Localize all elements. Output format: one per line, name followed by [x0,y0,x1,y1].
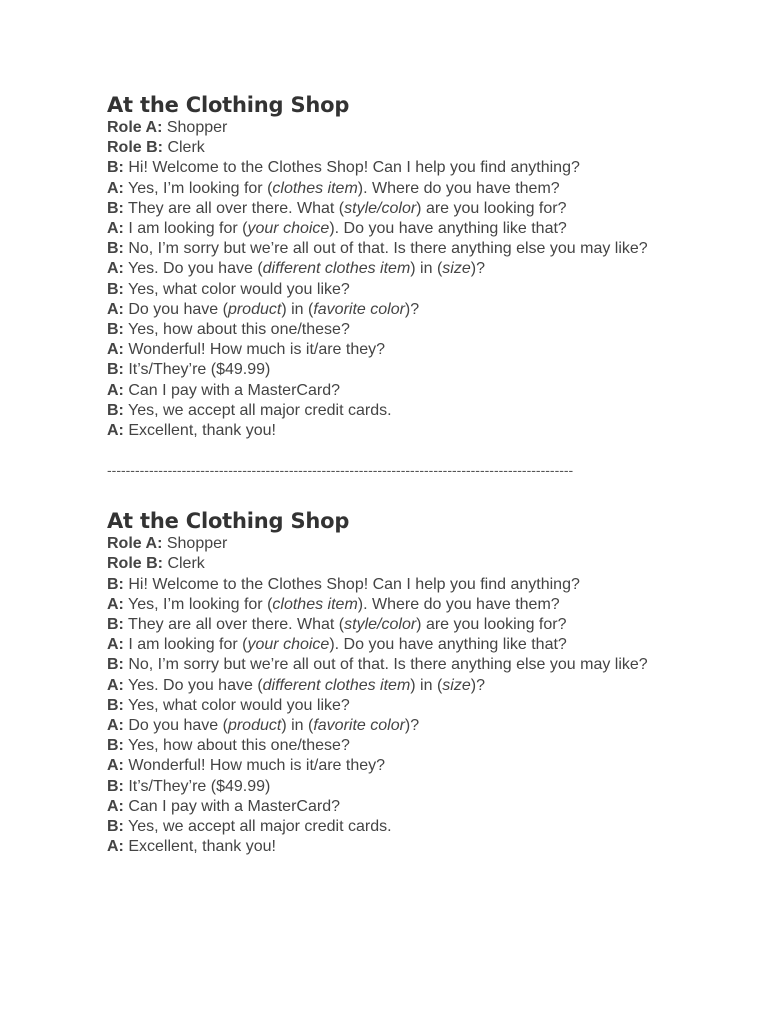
dialogue-line [107,837,652,857]
line-text: It’s/They’re ($49.99) [123,361,271,379]
line-text: Yes, how about this one/these? [123,321,350,339]
dialogue-line [107,158,652,178]
line-text: It’s/They’re ($49.99) [123,777,271,795]
section-title: At the Clothing Shop [107,509,350,534]
placeholder-term: product [227,717,282,735]
line-text: ). Where do you have them? [357,179,560,197]
dialogue-section-2 [107,508,707,857]
dialogue-lines [107,534,707,857]
speaker-label: A: [107,717,124,735]
line-text: Yes, how about this one/these? [123,737,350,755]
dialogue-section-1 [107,92,707,441]
dialogue-line [107,219,652,239]
speaker-label: B: [107,575,124,593]
line-text: )? [404,300,420,318]
line-text: ) in ( [410,676,443,694]
line-text: Shopper [162,535,228,553]
placeholder-term: different clothes item [262,260,411,278]
placeholder-term: favorite color [313,300,405,318]
dialogue-line [107,817,652,837]
speaker-label: B: [107,656,124,674]
line-text: Yes, I’m looking for ( [123,595,273,613]
dialogue-line [107,259,652,279]
dialogue-line [107,736,652,756]
line-text: No, I’m sorry but we’re all out of that. Is there anything else you may like? [123,240,648,258]
placeholder-term: style/color [344,199,417,217]
dialogue-line [107,280,652,300]
speaker-label: A: [107,595,124,613]
speaker-label: Role A: [107,119,163,136]
speaker-label: B: [107,321,124,339]
section-title: At the Clothing Shop [107,93,350,117]
dialogue-line [107,118,652,138]
line-text: Yes, we accept all major credit cards. [123,401,392,419]
document-page [107,92,707,858]
dialogue-line [107,655,652,675]
dialogue-line [107,797,652,817]
line-text: I am looking for ( [123,636,248,654]
speaker-label: A: [107,422,124,440]
speaker-label: B: [107,199,124,217]
speaker-label: A: [107,220,124,238]
line-text: ) in ( [281,300,314,318]
line-text: Do you have ( [123,717,228,735]
dialogue-line [107,199,652,219]
dialogue-line [107,381,652,401]
line-text: Wonderful! How much is it/are they? [123,757,386,775]
placeholder-term: product [227,300,282,318]
dashed-divider: ---------------------------------------------------------------------------------------------------- [107,462,574,479]
line-text: Wonderful! How much is it/are they? [123,341,386,359]
dialogue-lines [107,118,707,441]
dialogue-line [107,595,652,615]
speaker-label: A: [107,757,124,775]
line-text: ) in ( [410,260,443,278]
line-text: Excellent, thank you! [123,422,276,440]
dialogue-line [107,575,652,595]
dialogue-line [107,696,652,716]
line-text: Clerk [163,555,205,573]
speaker-label: Role B: [107,555,163,573]
speaker-label: B: [107,777,124,795]
speaker-label: B: [107,280,124,298]
line-text: Yes, what color would you like? [123,696,350,714]
line-text: Clerk [163,139,205,157]
speaker-label: Role B: [107,139,163,157]
line-text: ) in ( [281,717,314,735]
speaker-label: B: [107,159,124,177]
dialogue-line [107,777,652,797]
line-text: Yes, I’m looking for ( [123,179,273,197]
placeholder-term: favorite color [313,717,405,735]
line-text: )? [470,260,485,278]
speaker-label: A: [107,179,124,197]
speaker-label: A: [107,300,124,318]
line-text: I am looking for ( [123,220,248,238]
line-text: Yes. Do you have ( [123,676,263,694]
line-text: ) are you looking for? [416,199,567,217]
line-text: Can I pay with a MasterCard? [123,381,340,399]
dialogue-line [107,179,652,199]
dialogue-line [107,716,652,736]
speaker-label: A: [107,341,124,359]
speaker-label: B: [107,818,124,836]
line-text: Shopper [162,119,228,136]
line-text: Do you have ( [123,300,228,318]
dialogue-line [107,635,652,655]
dialogue-line [107,320,652,340]
speaker-label: A: [107,260,124,278]
line-text: Yes, we accept all major credit cards. [123,818,392,836]
line-text: They are all over there. What ( [123,199,345,217]
placeholder-term: size [442,676,471,694]
speaker-label: B: [107,696,124,714]
line-text: Can I pay with a MasterCard? [123,797,340,815]
dialogue-line [107,421,652,441]
dialogue-line [107,300,652,320]
line-text: ). Do you have anything like that? [329,636,567,654]
placeholder-term: clothes item [272,595,358,613]
dialogue-line [107,401,652,421]
dialogue-line [107,756,652,776]
speaker-label: B: [107,240,124,258]
placeholder-term: style/color [344,616,417,634]
speaker-label: A: [107,838,124,856]
speaker-label: B: [107,737,124,755]
speaker-label: A: [107,676,124,694]
line-text: Yes, what color would you like? [123,280,350,298]
dialogue-line [107,554,652,574]
dialogue-line [107,615,652,635]
line-text: No, I’m sorry but we’re all out of that. Is there anything else you may like? [123,656,648,674]
dialogue-line [107,340,652,360]
line-text: Hi! Welcome to the Clothes Shop! Can I help you find anything? [123,575,580,593]
speaker-label: B: [107,616,124,634]
speaker-label: Role A: [107,535,163,553]
line-text: ). Do you have anything like that? [329,220,567,238]
placeholder-term: size [442,260,471,278]
placeholder-term: clothes item [272,179,358,197]
speaker-label: A: [107,797,124,815]
line-text: Excellent, thank you! [123,838,276,856]
placeholder-term: your choice [247,220,330,238]
speaker-label: B: [107,361,124,379]
placeholder-term: different clothes item [262,676,411,694]
line-text: ) are you looking for? [416,616,567,634]
dialogue-line [107,534,652,554]
dialogue-line [107,360,652,380]
speaker-label: A: [107,636,124,654]
line-text: )? [470,676,485,694]
speaker-label: A: [107,381,124,399]
placeholder-term: your choice [247,636,330,654]
line-text: Yes. Do you have ( [123,260,263,278]
dialogue-line [107,138,652,158]
speaker-label: B: [107,401,124,419]
dialogue-line [107,676,652,696]
line-text: )? [404,717,420,735]
line-text: Hi! Welcome to the Clothes Shop! Can I help you find anything? [123,159,580,177]
line-text: ). Where do you have them? [357,595,560,613]
line-text: They are all over there. What ( [123,616,345,634]
dialogue-line [107,239,652,259]
